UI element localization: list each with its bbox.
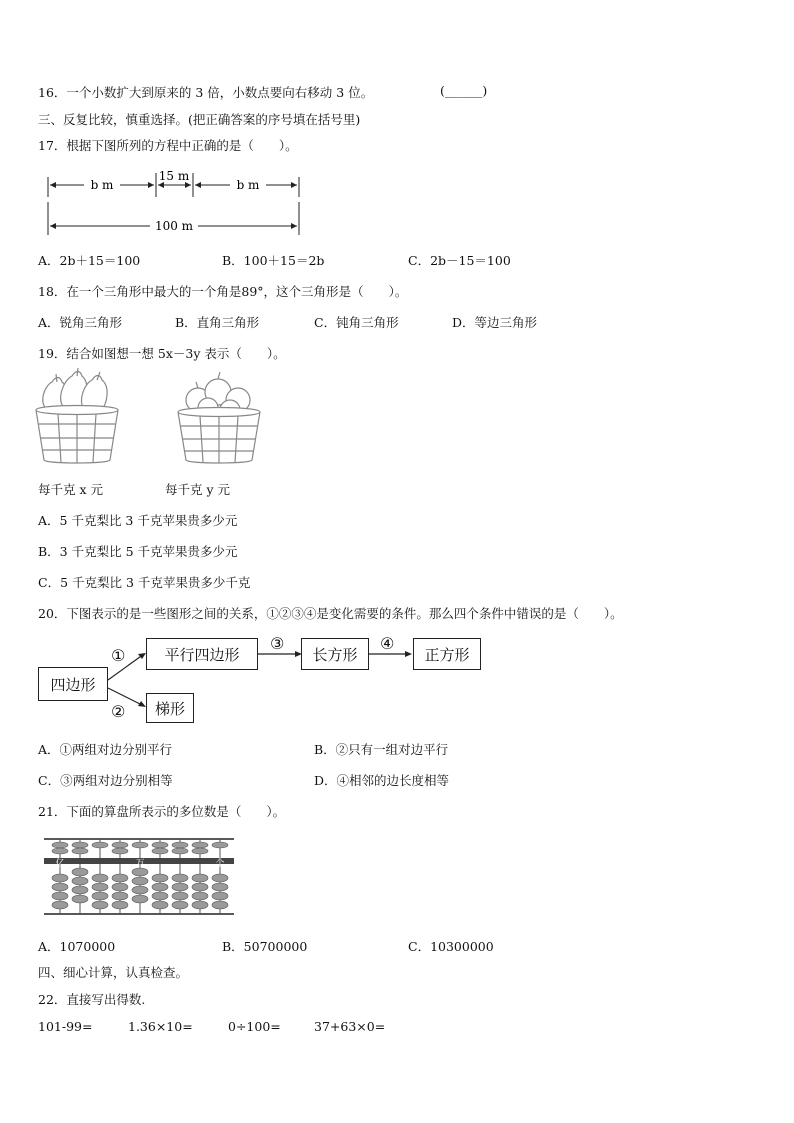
- q19-text: 19．结合如图想一想 5x－3y 表示（ ）。: [38, 346, 286, 361]
- abacus-lower-bead: [72, 877, 88, 885]
- seg-mid-label: 15 m: [158, 169, 190, 183]
- condition-4-label: ④: [380, 634, 395, 653]
- abacus-upper-bead: [172, 848, 188, 854]
- section-3-heading: 三、反复比较，慎重选择。(把正确答案的序号填在括号里): [38, 112, 361, 127]
- abacus-lower-bead: [92, 901, 108, 909]
- abacus-lower-bead: [92, 892, 108, 900]
- q20-text: 20．下图表示的是一些图形之间的关系，①②③④是变化需要的条件。那么四个条件中错误的是（ ）。: [38, 606, 623, 621]
- abacus-lower-bead: [92, 883, 108, 891]
- abacus-upper-bead: [52, 848, 68, 854]
- abacus-lower-bead: [212, 892, 228, 900]
- abacus-lower-bead: [152, 874, 168, 882]
- q22-text: 22．直接写出得数.: [38, 992, 146, 1007]
- abacus-lower-bead: [132, 877, 148, 885]
- q17-option-b[interactable]: B．100＋15＝2b: [222, 253, 325, 268]
- abacus-lower-bead: [192, 892, 208, 900]
- abacus-lower-bead: [172, 892, 188, 900]
- box-quadrilateral: 四边形: [38, 667, 108, 701]
- abacus-upper-bead: [152, 842, 168, 848]
- q20-option-b[interactable]: B．②只有一组对边平行: [314, 742, 449, 757]
- q18-option-c[interactable]: C．钝角三角形: [314, 315, 399, 330]
- abacus-lower-bead: [212, 901, 228, 909]
- box-trapezoid: 梯形: [146, 693, 194, 723]
- abacus-lower-bead: [112, 901, 128, 909]
- abacus-lower-bead: [132, 868, 148, 876]
- abacus-lower-bead: [52, 901, 68, 909]
- abacus-upper-bead: [52, 842, 68, 848]
- abacus-upper-bead: [212, 842, 228, 848]
- box-rectangle: 长方形: [301, 638, 369, 670]
- abacus-lower-bead: [112, 892, 128, 900]
- q20-option-a[interactable]: A．①两组对边分别平行: [38, 742, 173, 757]
- abacus-lower-bead: [192, 883, 208, 891]
- q19-option-a[interactable]: A．5 千克梨比 3 千克苹果贵多少元: [38, 513, 238, 528]
- abacus-upper-bead: [132, 842, 148, 848]
- abacus-lower-bead: [172, 901, 188, 909]
- abacus-upper-bead: [112, 842, 128, 848]
- abacus-upper-bead: [72, 842, 88, 848]
- q21-text: 21．下面的算盘所表示的多位数是（ ）。: [38, 804, 286, 819]
- condition-1-label: ①: [111, 646, 126, 665]
- abacus-upper-bead: [192, 848, 208, 854]
- abacus-lower-bead: [72, 886, 88, 894]
- box-square: 正方形: [413, 638, 481, 670]
- abacus-lower-bead: [212, 883, 228, 891]
- condition-2-label: ②: [111, 702, 126, 721]
- abacus-lower-bead: [212, 874, 228, 882]
- abacus-lower-bead: [192, 901, 208, 909]
- abacus-lower-bead: [92, 874, 108, 882]
- section-4-heading: 四、细心计算，认真检查。: [38, 965, 189, 980]
- abacus-lower-bead: [112, 874, 128, 882]
- q21-option-a[interactable]: A．1070000: [38, 939, 116, 954]
- q16-answer-blank[interactable]: (______): [440, 83, 488, 98]
- q20-option-d[interactable]: D．④相邻的边长度相等: [314, 773, 450, 788]
- abacus-lower-bead: [132, 886, 148, 894]
- abacus-lower-bead: [112, 883, 128, 891]
- q20-option-c[interactable]: C．③两组对边分别相等: [38, 773, 173, 788]
- q17-segment-diagram: [40, 165, 310, 237]
- q18-option-b[interactable]: B．直角三角形: [175, 315, 260, 330]
- abacus-lower-bead: [72, 895, 88, 903]
- abacus-lower-bead: [52, 892, 68, 900]
- abacus-lower-bead: [52, 883, 68, 891]
- box-parallelogram: 平行四边形: [146, 638, 258, 670]
- abacus-upper-bead: [192, 842, 208, 848]
- q19-option-c[interactable]: C．5 千克梨比 3 千克苹果贵多少千克: [38, 575, 251, 590]
- abacus-label-yi: 亿: [55, 859, 65, 869]
- q16-text: 16．一个小数扩大到原来的 3 倍，小数点要向右移动 3 位。: [38, 85, 374, 100]
- abacus-lower-bead: [172, 883, 188, 891]
- abacus-upper-bead: [152, 848, 168, 854]
- q22-item-3: 0÷100=: [228, 1019, 281, 1034]
- q19-option-b[interactable]: B．3 千克梨比 5 千克苹果贵多少元: [38, 544, 238, 559]
- seg-right-label: b m: [236, 178, 260, 192]
- q17-option-a[interactable]: A．2b＋15＝100: [38, 253, 141, 268]
- abacus-lower-bead: [152, 901, 168, 909]
- q17-option-c[interactable]: C．2b－15＝100: [408, 253, 511, 268]
- q22-item-2: 1.36×10=: [128, 1019, 193, 1034]
- abacus-image: [40, 836, 236, 918]
- q22-item-1: 101-99=: [38, 1019, 93, 1034]
- abacus-upper-bead: [172, 842, 188, 848]
- abacus-lower-bead: [152, 892, 168, 900]
- condition-3-label: ③: [270, 634, 285, 653]
- abacus-upper-bead: [92, 842, 108, 848]
- q18-option-a[interactable]: A．锐角三角形: [38, 315, 123, 330]
- pear-basket-image: [34, 368, 120, 466]
- abacus-lower-bead: [52, 874, 68, 882]
- abacus-lower-bead: [152, 883, 168, 891]
- abacus-lower-bead: [132, 895, 148, 903]
- abacus-lower-bead: [172, 874, 188, 882]
- abacus-lower-bead: [192, 874, 208, 882]
- apple-basket-image: [176, 372, 262, 466]
- q18-option-d[interactable]: D．等边三角形: [452, 315, 538, 330]
- pear-price-caption: 每千克 x 元: [38, 482, 103, 497]
- q21-option-c[interactable]: C．10300000: [408, 939, 494, 954]
- q22-item-4: 37+63×0=: [314, 1019, 386, 1034]
- q18-text: 18．在一个三角形中最大的一个角是89°，这个三角形是（ ）。: [38, 284, 408, 299]
- q17-text: 17．根据下图所列的方程中正确的是（ ）。: [38, 138, 298, 153]
- abacus-lower-bead: [72, 868, 88, 876]
- abacus-label-ge: 个: [215, 859, 225, 869]
- abacus-upper-bead: [72, 848, 88, 854]
- abacus-label-wan: 万: [135, 859, 145, 869]
- q21-option-b[interactable]: B．50700000: [222, 939, 308, 954]
- abacus-upper-bead: [112, 848, 128, 854]
- seg-total-label: 100 m: [154, 219, 194, 233]
- apple-price-caption: 每千克 y 元: [165, 482, 231, 497]
- seg-left-label: b m: [90, 178, 114, 192]
